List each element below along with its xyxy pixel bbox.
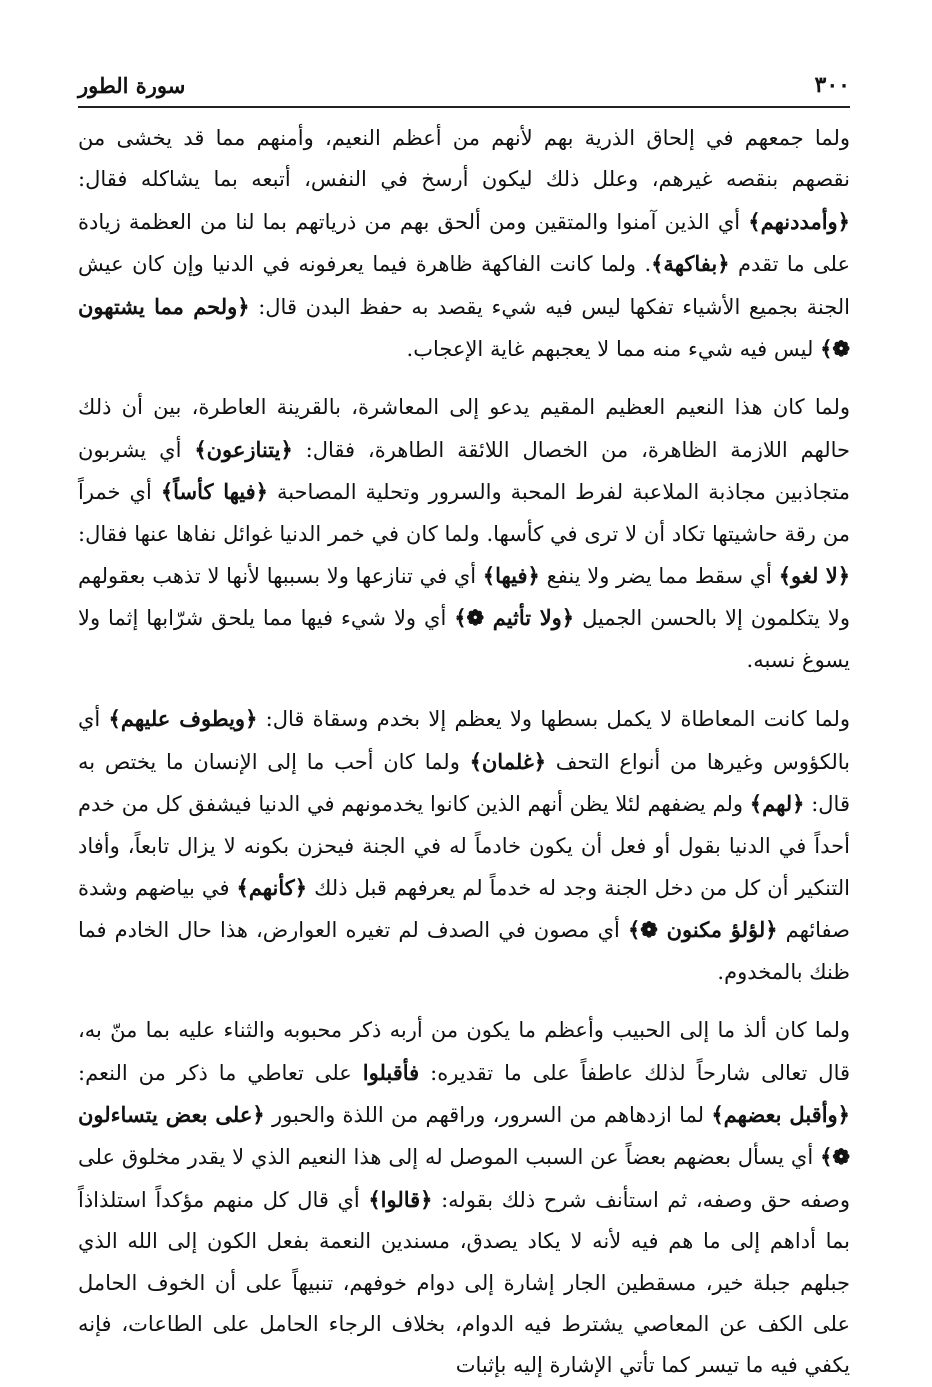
quran-quote: ﴿غلمان﴾ bbox=[469, 748, 547, 774]
paragraph bbox=[78, 118, 850, 370]
quran-quote: ﴿لؤلؤ مكنون ❁﴾ bbox=[627, 917, 778, 943]
quran-quote: ﴿لا لغو﴾ bbox=[778, 563, 850, 589]
commentary-text: أي ولا شيء فيها مما يلحق شرّابها إثما ولا يسوغ نسبه. bbox=[78, 606, 850, 672]
commentary-text: أي مصون في الصدف لم تغيره العوارض، هذا حال الخادم فما ظنك بالمخدوم. bbox=[78, 918, 850, 984]
commentary-text: ولم يضفهم لئلا يظن أنهم الذين كانوا يخدمونهم في الدنيا فيشفق كل من خدم أحداً في الدنيا بقول أو فعل أن يكون خادماً له في الجنة فيحزن بكونه لا يزال تابعاً، وأفاد التنكير أن كل من دخل الجنة وجد له خدماً لم يعرفهم قبل ذلك bbox=[78, 792, 850, 900]
quran-quote: ﴿كأنهم﴾ bbox=[236, 874, 308, 900]
quran-quote: ﴿فيها كأساً﴾ bbox=[160, 479, 268, 505]
quran-quote: ﴿وأمددنهم﴾ bbox=[748, 208, 850, 234]
commentary-text: أي بالكؤوس وغيرها من أنواع التحف bbox=[78, 707, 851, 774]
commentary-text: أي في تنازعها ولا بسببها لأنها لا تذهب بعقولهم ولا يتكلمون إلا بالحسن الجميل bbox=[78, 564, 850, 631]
commentary-text: أي قال كل منهم مؤكداً استلذاذاً بما أداهم إلى ما هم فيه لأنه لا يكاد يصدق، مسندين النعمة بفعل الكون إلى الله الذي جبلهم جبلة خير، مسقطين الجار إشارة إلى دوام خوفهم، تنبيهاً على أن الخوف الحامل على الكف عن المعاصي يشترط فيه الدوام، بخلاف الرجاء الحامل على الطاعات، فإنه يكفي فيه ما تيسر كما تأتي الإشارة إليه بإثبات bbox=[78, 1187, 850, 1378]
commentary-text: ولما كانت المعاطاة لا يكمل بسطها ولا يعظم إلا بخدم وسقاة قال: bbox=[257, 707, 850, 732]
quran-quote: ﴿لهم﴾ bbox=[749, 791, 805, 817]
page-body bbox=[78, 118, 851, 1378]
paragraph bbox=[78, 1010, 850, 1387]
quran-quote: ﴿ولا تأثيم ❁﴾ bbox=[454, 605, 575, 631]
quran-quote: ﴿بفاكهة﴾ bbox=[651, 251, 730, 277]
commentary-text: لما ازدهاهم من السرور، وراقهم من اللذة والحبور bbox=[264, 1102, 712, 1127]
surah-title: سورة الطور bbox=[78, 73, 186, 98]
commentary-text: ولما جمعهم في إلحاق الذرية بهم لأنهم من أعظم النعيم، وأمنهم مما قد يخشى من نقصهم بنقصه غيرهم، وعلل ذلك ليكون أرسخ في النفس، أتبعه بما يشاكله فقال: bbox=[78, 126, 850, 192]
commentary-text: ولما كان ألذ ما إلى الحبيب وأعظم ما يكون من أربه ذكر محبوبه والثناء عليه بما منّ به، قال تعالى شارحاً لذلك عاطفاً على ما تقديره: bbox=[78, 1018, 851, 1085]
commentary-text: أي سقط مما يضر ولا ينفع bbox=[539, 564, 779, 589]
commentary-text: على تعاطي ما ذكر من النعم: bbox=[78, 1060, 363, 1085]
quran-quote: ﴿ويطوف عليهم﴾ bbox=[108, 706, 258, 732]
quran-quote: فأقبلوا bbox=[362, 1059, 420, 1085]
quran-quote: ﴿على بعض يتساءلون ❁﴾ bbox=[78, 1101, 850, 1170]
commentary-text: أي يشربون متجاذبين مجاذبة الملاعبة لفرط المحبة والسرور وتحلية المصاحبة bbox=[78, 437, 850, 505]
commentary-text: . ولما كانت الفاكهة ظاهرة فيما يعرفونه في الدنيا وإن كان عيش الجنة بجميع الأشياء تفكها ليس فيه شيء يقصد به حفظ البدن قال: bbox=[78, 252, 851, 319]
commentary-text: أي خمراً من رقة حاشيتها تكاد أن لا ترى في كأسها. ولما كان في خمر الدنيا غوائل نفاها عنها فقال: bbox=[78, 480, 850, 546]
quran-quote: ﴿وأقبل بعضهم﴾ bbox=[711, 1101, 850, 1127]
page-header bbox=[78, 62, 850, 108]
paragraph bbox=[78, 387, 850, 681]
commentary-text: ولما كان هذا النعيم العظيم المقيم يدعو إلى المعاشرة، بالقرينة العاطرة، بين أن ذلك حالهم اللازمة الظاهرة، من الخصال اللائقة الطاهرة، فقال: bbox=[78, 395, 851, 462]
quran-quote: ﴿فيها﴾ bbox=[482, 563, 540, 589]
commentary-text: ليس فيه شيء منه مما لا يعجبهم غاية الإعجاب. bbox=[406, 337, 821, 362]
paragraph bbox=[78, 698, 850, 993]
quran-quote: ﴿يتنازعون﴾ bbox=[194, 436, 293, 462]
commentary-text: أي الذين آمنوا والمتقين ومن ألحق بهم من ذرياتهم بما لنا من العظمة زيادة على ما تقدم bbox=[78, 209, 850, 277]
commentary-text: أي يسأل بعضهم بعضاً عن السبب الموصل له إلى هذا النعيم الذي لا يقدر مخلوق على وصفه حق وصفه، ثم استأنف شرح ذلك بقوله: bbox=[78, 1145, 850, 1212]
commentary-text: في بياضهم وشدة صفائهم bbox=[78, 875, 851, 943]
commentary-text: ولما كان أحب ما إلى الإنسان ما يختص به قال: bbox=[78, 749, 850, 817]
page-number: ٣٠٠ bbox=[814, 72, 850, 98]
quran-quote: ﴿ولحم مما يشتهون ❁﴾ bbox=[78, 293, 850, 362]
quran-quote: ﴿قالوا﴾ bbox=[368, 1186, 433, 1212]
